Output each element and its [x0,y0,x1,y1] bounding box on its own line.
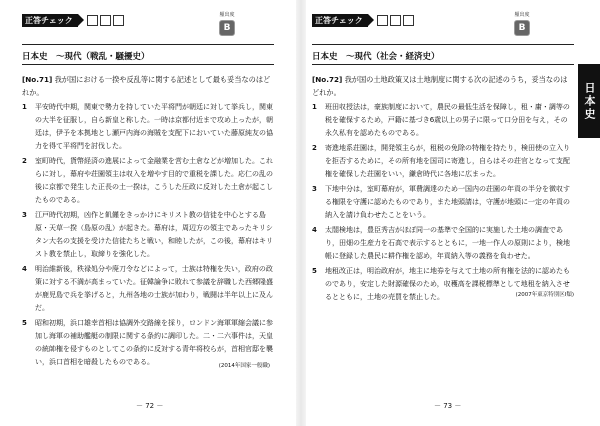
frequency-label: 頻出度 [514,12,530,18]
answer-check-header [312,13,414,27]
check-boxes [87,15,124,26]
answer-check-tag: 正答チェック [22,14,78,27]
question-number: [No.72] [312,75,343,84]
section-title: 日本史 ～現代（社会・経済史） [312,52,440,62]
choice-text: 昭和初期，浜口雄幸首相は協調外交路線を採り，ロンドン海軍軍縮会議に参加し海軍の補助艦艇の制限に関する条約に調印した。二・二六事件は，天皇の統帥権を侵すものとしてこの条約に反対する青年将校らが，首相官邸を襲い，浜口首相を暗殺したものである。 [35,319,273,366]
answer-check-header [22,13,124,27]
choice-text: 太閤検地は，豊臣秀吉がほぼ同一の基準で全国的に実施した土地の調査であり，田畑の生産力を石高で表示するとともに，一地一作人の原則により，検地帳に登録した農民に耕作権を認め，年貢納入等の義務を負わせた。 [325,226,570,260]
choice-item[interactable] [22,263,274,315]
choice-number: 1 [22,103,27,111]
choice-text: 室町時代，貨幣経済の進展によって金融業を営む土倉などが増加した。これらに対し，幕府や荘園領主は収入を増やす目的で重税を課した。応仁の乱の後に京都で発生した正長の土一揆は，こうした圧政に反対した土倉が起こしたものである。 [35,157,273,204]
choice-number: 4 [22,265,27,273]
answer-check-tag: 正答チェック [312,14,368,27]
right-page [308,0,578,426]
rank-badge: B [514,20,530,36]
choice-item[interactable] [22,101,274,153]
check-box[interactable] [100,15,111,26]
choice-text: 明治維新後，秩禄処分や廃刀令などによって，士族は特権を失い，政府の政策に対する不満が高まっていた。征韓論争に敗れて参議を辞職した西郷隆盛が鹿児島で兵を挙げると，九州各地の士族が加わり，戦闘は半年以上に及んだ。 [35,265,273,312]
choice-item[interactable] [312,183,574,222]
rank-badge: B [219,20,235,36]
choice-item[interactable] [312,101,574,140]
check-box[interactable] [403,15,414,26]
exam-source: (2014年国家一般職) [218,363,270,369]
page-number: － 73 － [434,402,462,410]
question-number: [No.71] [22,75,53,84]
section-rule [312,64,574,65]
choice-number: 5 [312,267,317,275]
question-text: 我が国における一揆や反乱等に関する記述として最も妥当なのはどれか。 [22,75,271,97]
check-box[interactable] [377,15,388,26]
choice-text: 江戸時代初期，凶作と飢饉をきっかけにキリスト教の信徒を中心とする島原・天草一揆（島原の乱）が起きた。幕府は，周辺方の領主であったキリシタン大名の支援を受けた信徒たちと戦い，和睦したが，この後，幕府はキリスト教を禁止し，取締りを強化した。 [35,211,273,258]
top-rule [312,44,574,45]
choice-number: 2 [312,144,317,152]
section-title: 日本史 ～現代（戦乱・騒擾史） [22,52,150,62]
choice-item[interactable] [312,224,574,263]
choice-item[interactable] [22,209,274,261]
choice-text: 平安時代中期，関東で勢力を持していた平将門が朝廷に対して挙兵し，関東の大半を征服し，自ら新皇と称した。一時は京都付近まで攻め上ったが，朝廷は，伊予を本拠地とし瀬戸内海の海賊を支配下においていた藤原純友の協力を得て平将門を討伐した。 [35,103,273,150]
section-rule [22,64,274,65]
choice-item[interactable] [312,142,574,181]
choice-text: 地租改正は，明治政府が，地主に地券を与えて土地の所有権を法的に認めたものであり，安定した財源確保のため，収穫高を課税標準として地租を納入させるとともに，土地の売買を禁止した。 [325,267,570,301]
choice-item[interactable] [22,155,274,207]
subject-side-tab: 日本史 [578,64,600,138]
page-gutter [296,0,306,426]
top-rule [22,44,274,45]
page-number: － 72 － [136,402,164,410]
choice-list [22,101,274,371]
frequency-rank [213,12,241,36]
choice-number: 3 [312,185,317,193]
choice-number: 5 [22,319,27,327]
question-stem [312,73,574,99]
check-boxes [377,15,414,26]
choice-item[interactable] [312,265,574,304]
choice-text: 下地中分は，室町幕府が，軍費調達のため一国内の荘園の年貢の半分を徴収する権限を守護に認めたものであり，また地頭請は，守護が地頭に一定の年貢の納入を請け負わせたことをいう。 [325,185,570,219]
choice-number: 1 [312,103,317,111]
choice-number: 4 [312,226,317,234]
question-text: 我が国の土地政策又は土地制度に関する次の記述のうち，妥当なのはどれか。 [312,75,568,97]
exam-source: (2007年東京特別区Ⅰ類) [515,292,574,298]
frequency-rank [508,12,536,36]
choice-number: 3 [22,211,27,219]
choice-text: 班田収授法は，豪族制度において，農民の最低生活を保障し，租・庸・調等の税を確保するため，戸籍に基づき6歳以上の男子に限って口分田を与え，その永久私有を認めたものである。 [325,103,570,137]
check-box[interactable] [390,15,401,26]
left-page [0,0,292,426]
choice-list [312,101,574,306]
check-box[interactable] [87,15,98,26]
check-box[interactable] [113,15,124,26]
choice-number: 2 [22,157,27,165]
choice-text: 寄進地系荘園は，開発領主らが，租税の免除の特権を持たり，検田使の立入りを拒否するために，その所有地を国司に寄進し，自らはその荘官となって支配権を確保した荘園をいい，鎌倉時代に各地に広まった。 [325,144,570,178]
question-stem [22,73,274,99]
frequency-label: 頻出度 [219,12,235,18]
